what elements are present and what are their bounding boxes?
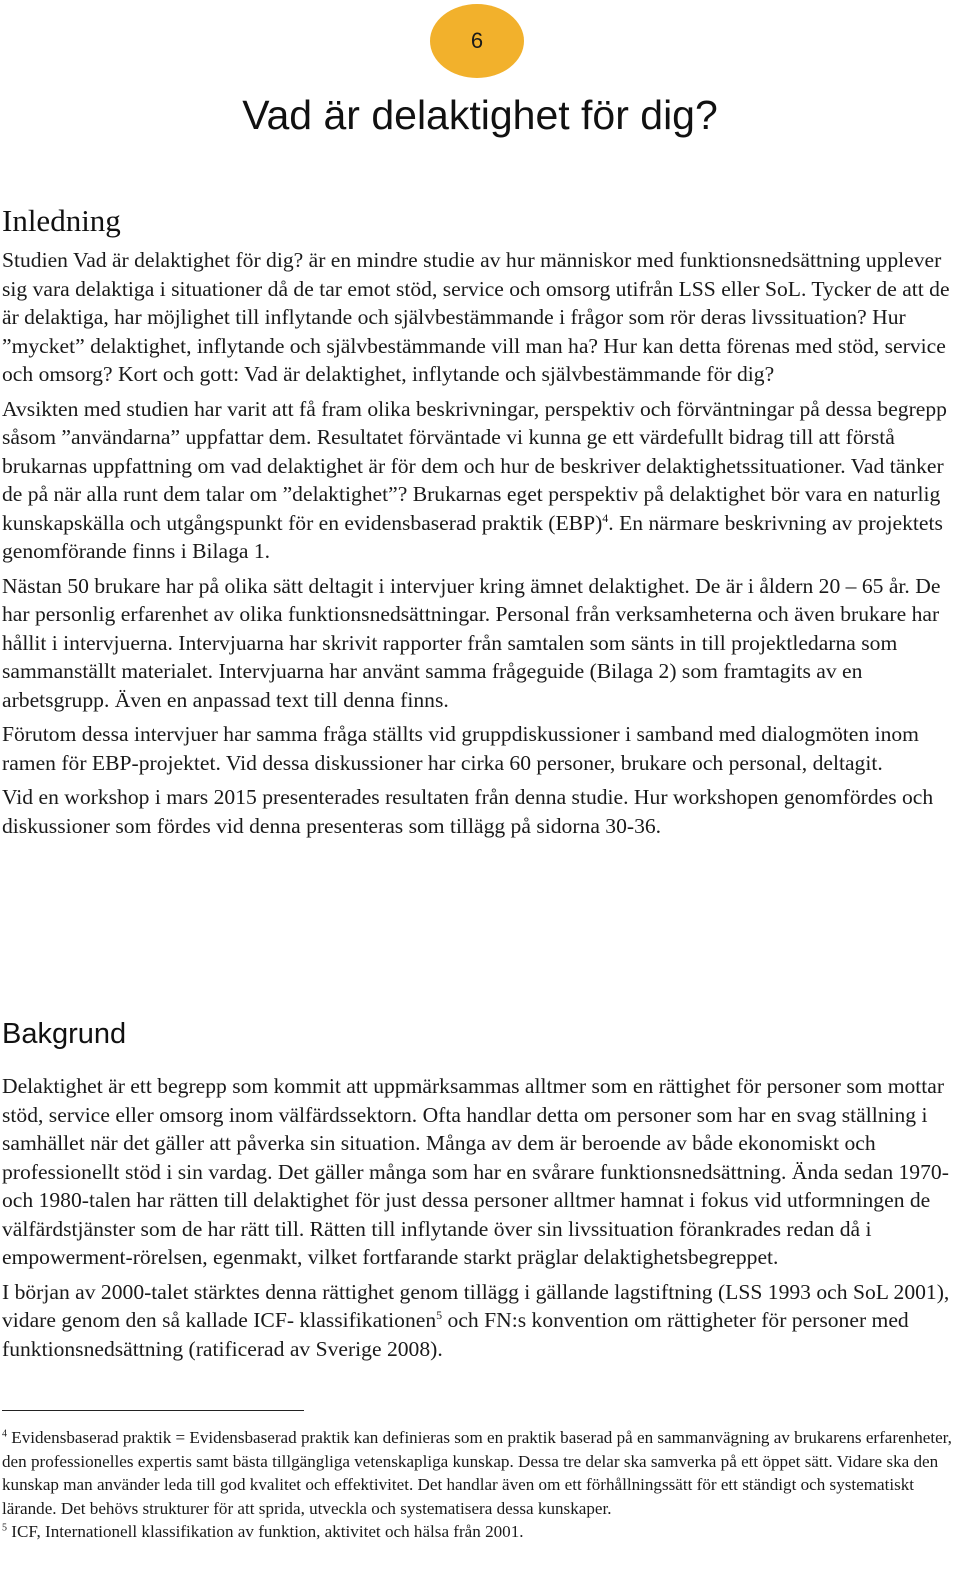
intro-paragraph-2-text-end: . En närmare beskrivning av projektets genomförande finns i Bilaga 1.: [2, 510, 943, 563]
background-section: [2, 1072, 957, 1369]
intro-section: [2, 246, 957, 846]
footnote-5-text: ICF, Internationell klassifikation av funktion, aktivitet och hälsa från 2001.: [7, 1522, 524, 1542]
background-paragraph-2-text-end: och FN:s konvention om rättigheter för personer med funktionsnedsättning (ratificerad av Sverige 2008).: [2, 1308, 909, 1361]
intro-paragraph-2-text: Avsikten med studien har varit att få fram olika beskrivningar, perspektiv och förväntningar på dessa begrepp såsom ”användarna” uppfattar dem. Resultatet förväntade vi kunna ge ett värdefullt bidrag till att förstå brukarnas uppfattning om vad delaktighet är för dem och hur de beskriver delaktighetssituationer. Vad tänker de på när alla runt dem talar om ”delaktighet”? Brukarnas eget perspektiv på delaktighet bör vara en naturlig kunskapskälla och utgångspunkt för en evidensbaserad praktik (EBP): [2, 396, 947, 535]
section-heading-inledning: Inledning: [2, 203, 121, 238]
page-number-badge: [430, 4, 524, 78]
section-heading-bakgrund: Bakgrund: [2, 1018, 127, 1050]
background-paragraph-2-text: I början av 2000-talet stärktes denna rättighet genom tillägg i gällande lagstiftning (LSS 1993 och SoL 2001), vidare genom den så kallade ICF- klassifikationen: [2, 1279, 950, 1332]
footnote-ref-4: 4: [602, 510, 609, 525]
footnote-4-mark: 4: [2, 1428, 7, 1440]
footnote-4: [2, 1426, 957, 1520]
footnote-divider: [2, 1410, 304, 1411]
background-paragraph-2: [2, 1278, 957, 1364]
background-paragraph-1: Delaktighet är ett begrepp som kommit att uppmärksammas alltmer som en rättighet för personer som mottar stöd, service eller omsorg inom välfärdssektorn. Ofta handlar detta om personer som har en svag ställning i samhället när det gäller att påverka sin situation. Många av dem är beroende av både ekonomiskt och professionellt stöd i sin vardag. Det gäller många som har en svårare funktionsnedsättning. Ända sedan 1970- och 1980-talen har rätten till delaktighet för just dessa personer alltmer hamnat i fokus vid utformningen de välfärdstjänster som de har rätt till. Rätten till inflytande över sin livssituation förankrades redan då i empowerment-rörelsen, egenmakt, vilket fortfarande starkt präglar delaktighetsbegreppet.: [2, 1074, 949, 1269]
intro-paragraph-2: [2, 395, 957, 566]
page-number: 6: [470, 28, 484, 53]
intro-paragraph-5: Vid en workshop i mars 2015 presenterades resultaten från denna studie. Hur workshopen genomfördes och diskussioner som fördes vid denna presenteras som tillägg på sidorna 30-36.: [2, 785, 934, 838]
intro-paragraph-1: Studien Vad är delaktighet för dig? är en mindre studie av hur människor med funktionsnedsättning upplever sig vara delaktiga i situationer då de tar emot stöd, service och omsorg utifrån LSS eller SoL. Tycker de att de är delaktiga, har möjlighet till inflytande och självbestämmande i frågor som rör deras livssituation? Hur ”mycket” delaktighet, inflytande och självbestämmande vill man ha? Hur kan detta förenas med stöd, service och omsorg? Kort och gott: Vad är delaktighet, inflytande och självbestämmande för dig?: [2, 248, 950, 386]
intro-paragraph-4: Förutom dessa intervjuer har samma fråga ställts vid gruppdiskussioner i samband med dialogmöten inom ramen för EBP-projektet. Vid dessa diskussioner har cirka 60 personer, brukare och personal, deltagit.: [2, 722, 919, 775]
footnote-5-mark: 5: [2, 1522, 7, 1534]
footnote-4-text: Evidensbaserad praktik = Evidensbaserad praktik kan definieras som en praktik baserad på en sammanvägning av brukarens erfarenheter, den professionelles expertis samt bästa tillgängliga vetenskapliga kunskap. Dessa tre delar ska samverka på ett öppet sätt. Vidare ska den kunskap man använder leda till god kvalitet och effektivitet. Det handlar även om ett förhållningssätt för ett ständigt och systematiskt lärande. Det behövs strukturer för att sprida, utveckla och systematisera dessa kunskaper.: [2, 1428, 952, 1518]
page-title: Vad är delaktighet för dig?: [242, 92, 718, 138]
footnotes: [2, 1426, 957, 1544]
footnote-ref-5: 5: [436, 1307, 443, 1322]
intro-paragraph-3: Nästan 50 brukare har på olika sätt deltagit i intervjuer kring ämnet delaktighet. De är i åldern 20 – 65 år. De har personlig erfarenhet av olika funktionsnedsättningar. Personal från verksamheterna och även brukare har hållit i intervjuerna. Intervjuarna har skrivit rapporter från samtalen som sänts in till projektledarna som sammanställt materialet. Intervjuarna har använt samma frågeguide (Bilaga 2) som framtagits av en arbetsgrupp. Även en anpassad text till denna finns.: [2, 573, 941, 712]
footnote-5: [2, 1520, 957, 1544]
